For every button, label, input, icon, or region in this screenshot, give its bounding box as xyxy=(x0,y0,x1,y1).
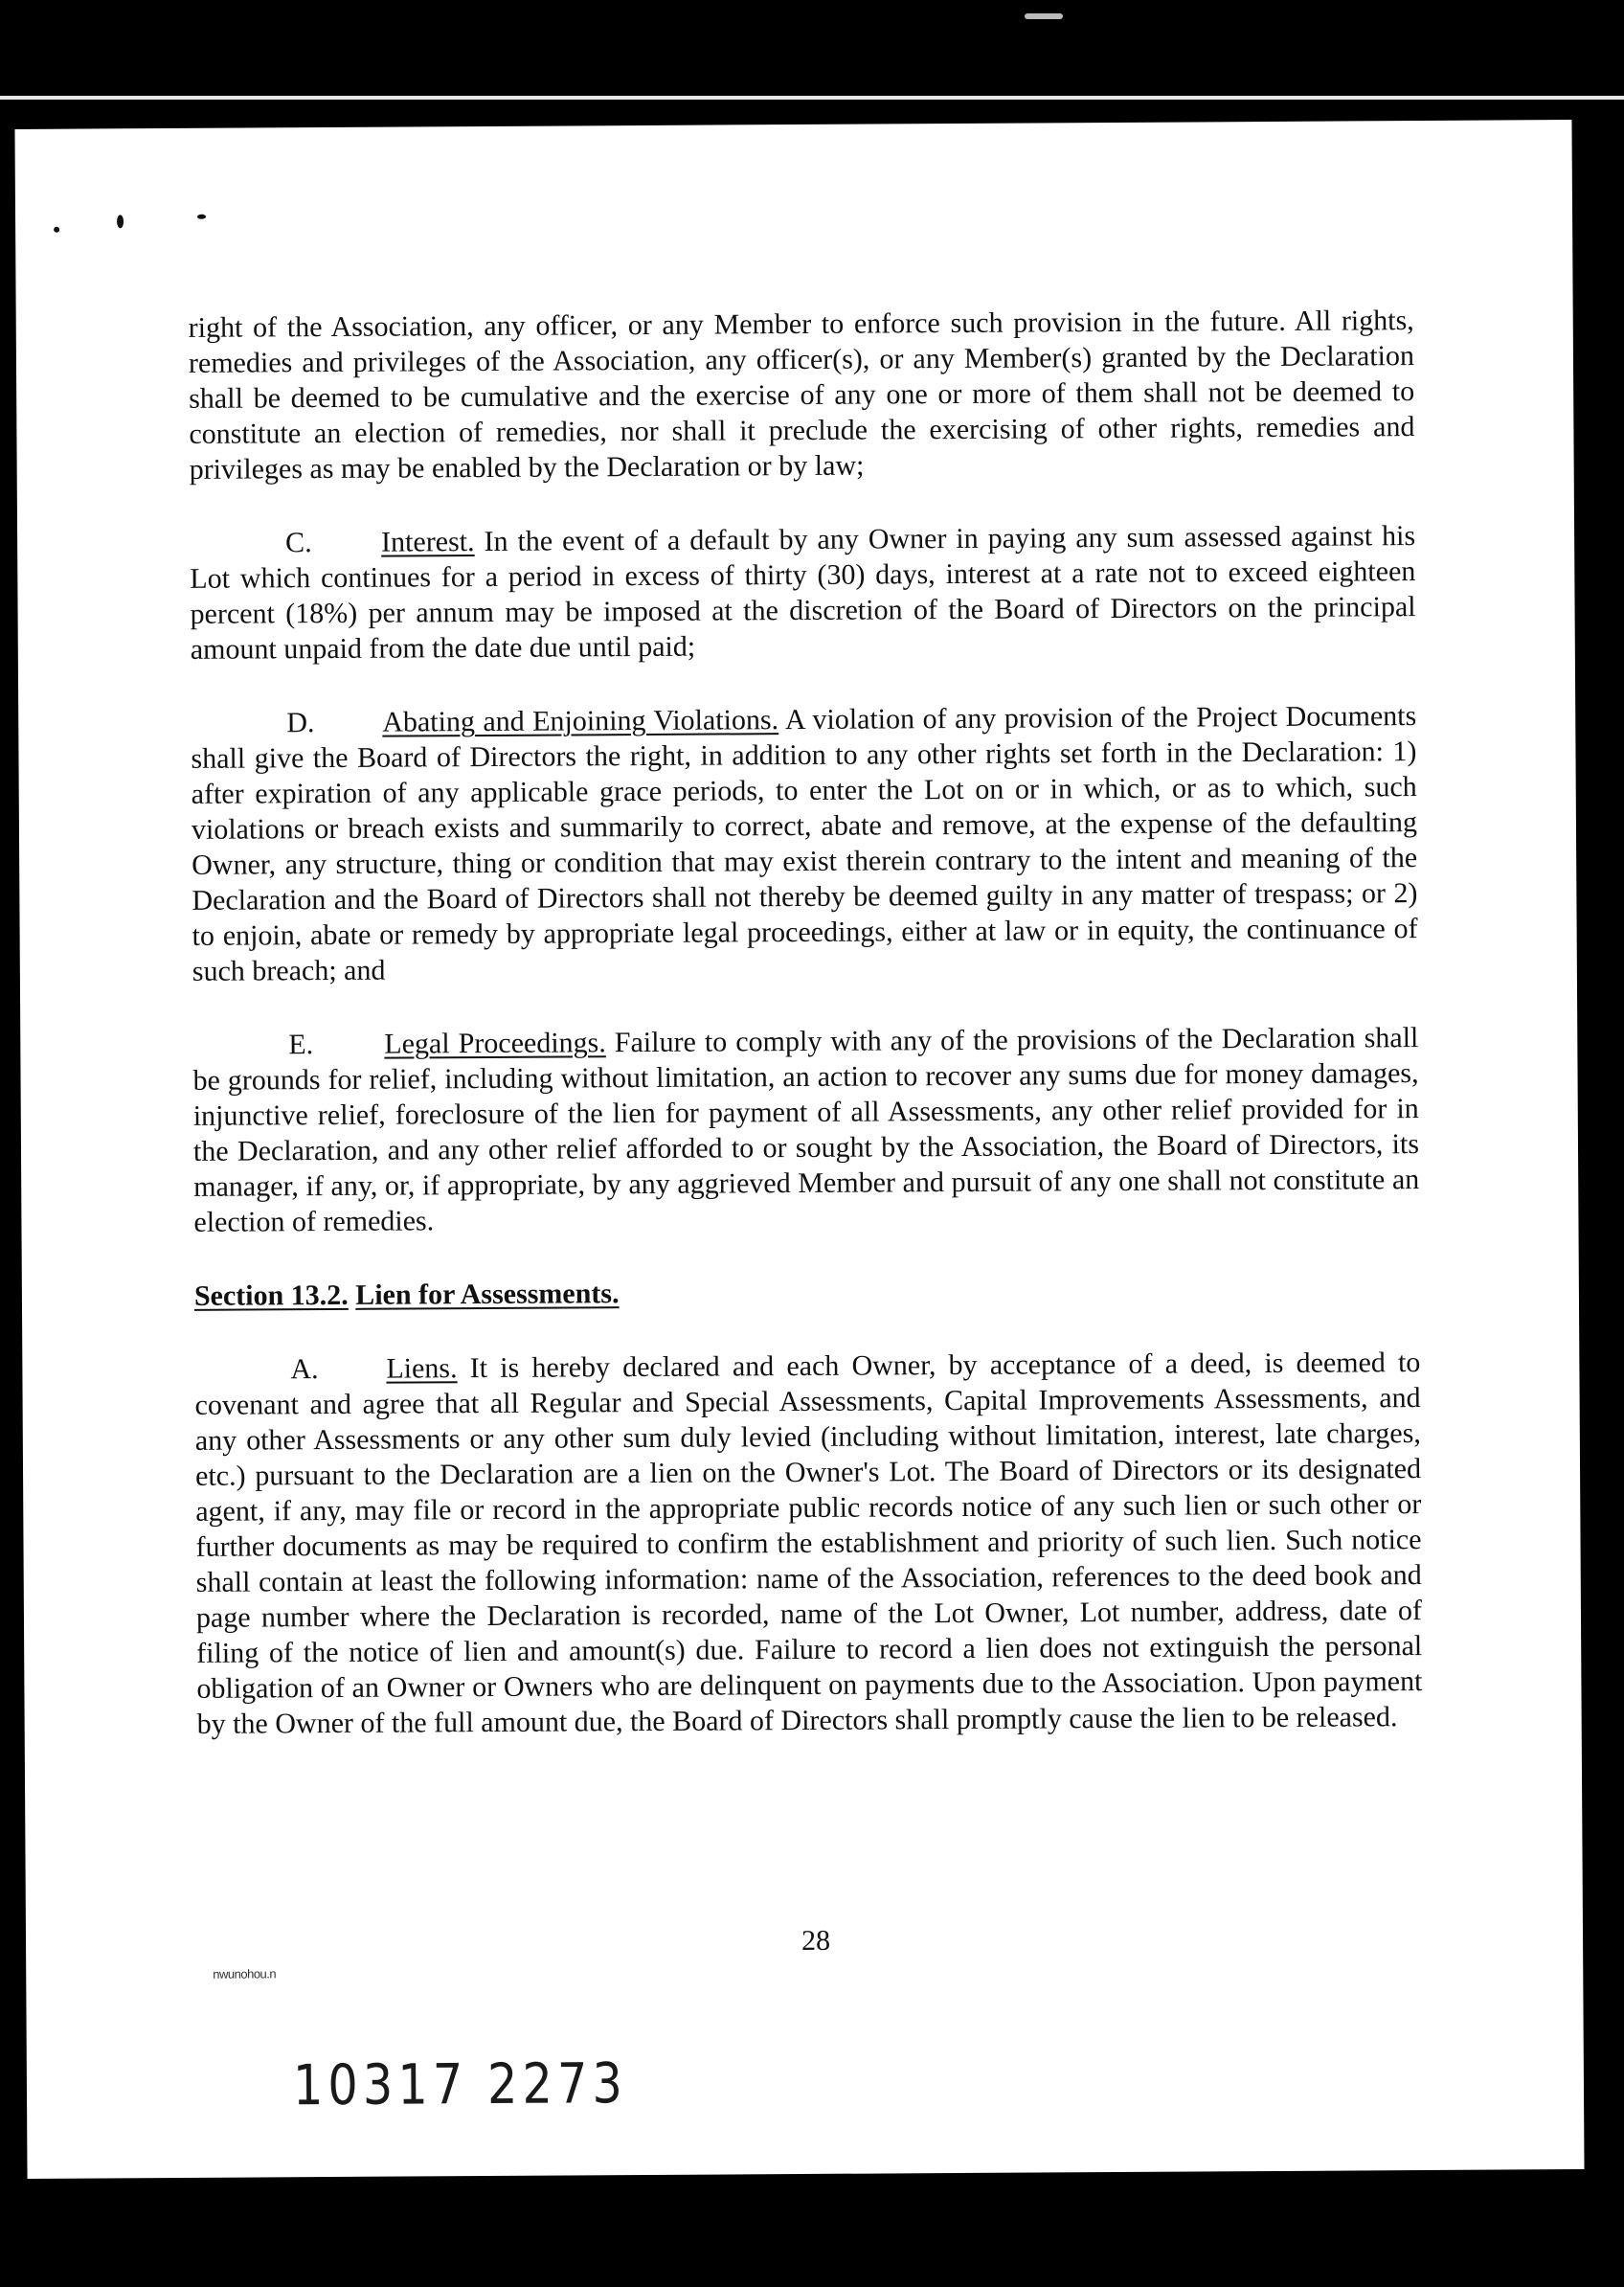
clause-heading: Liens. xyxy=(386,1352,458,1385)
clause-text: In the event of a default by any Owner in paying any sum assessed against his Lot which continues for a period in excess of thirty (30) days, interest at a rate not to exceed eighteen percent (18%) per annum may be imposed at the discretion of the Board of Directors on the principal amount unpaid from the date due until paid; xyxy=(190,520,1416,666)
scan-speck xyxy=(1025,13,1063,19)
opening-paragraph: right of the Association, any officer, or any Member to enforce such provision in the future. All rights, remedies and privileges of the Association, any officer(s), or any Member(s) granted by the Declaration shall be deemed to be cumulative and the exercise of any one or more of them shall not be deemed to constitute an election of remedies, nor shall it preclude the exercising of other rights, remedies and privileges as may be enabled by the Declaration or by law; xyxy=(188,305,1415,486)
section-heading xyxy=(194,1271,1420,1314)
section-title: Lien for Assessments. xyxy=(355,1278,620,1311)
clause-e xyxy=(192,1020,1419,1240)
clause-heading: Legal Proceedings. xyxy=(384,1027,606,1060)
clause-label: E. xyxy=(288,1029,314,1061)
clause-label: C. xyxy=(285,527,312,559)
clause-a xyxy=(194,1345,1422,1742)
clause-heading: Abating and Enjoining Violations. xyxy=(382,704,779,738)
clause-label: A. xyxy=(290,1353,319,1386)
clause-d xyxy=(191,698,1418,989)
clause-text: A violation of any provision of the Project Documents shall give the Board of Directors the right, in addition to any other rights set forth in the Declaration: 1) after expiration of any applicable grace periods, to enter the Lot on or in which, or as to which, such violations or breach exists and summarily to correct, abate and remove, at the expense of the defaulting Owner, any structure, thing or condition that may exist therein contrary to the intent and meaning of the Declaration and the Board of Directors shall not thereby be deemed guilty in any matter of trespass; or 2) to enjoin, abate or remedy by appropriate legal proceedings, either at law or in equity, the continuance of such breach; and xyxy=(191,700,1418,987)
clause-text: It is hereby declared and each Owner, by acceptance of a deed, is deemed to covenant and agree that all Regular and Special Assessments, Capital Improvements Assessments, and any other Assessments or any other sum duly levied (including without limitation, interest, late charges, etc.) pursuant to the Declaration are a lien on the Owner's Lot. The Board of Directors or its designated agent, if any, may file or record in the appropriate public records notice of any such lien or such other or further documents as may be required to confirm the establishment and priority of such lien. Such notice shall contain at least the following information: name of the Association, references to the deed book and page number where the Declaration is recorded, name of the Lot Owner, Lot number, address, date of filing of the notice of lien and amount(s) due. Failure to record a lien does not extinguish the personal obligation of an Owner or Owners who are delinquent on payments due to the Association. Upon payment by the Owner of the full amount due, the Board of Directors shall promptly cause the lien to be released. xyxy=(194,1347,1423,1740)
document-body xyxy=(189,303,1423,1780)
clause-heading: Interest. xyxy=(381,526,475,558)
scan-dot xyxy=(117,215,124,228)
clause-c xyxy=(190,518,1416,668)
bates-stamp-number: 10317 2273 xyxy=(292,2050,628,2118)
page-number: 28 xyxy=(801,1924,831,1958)
document-page xyxy=(14,120,1584,2179)
clause-text: Failure to comply with any of the provisions of the Declaration shall be grounds for relief, including without limitation, an action to recover any sums due for money damages, injunctive relief, foreclosure of the lien for payment of all Assessments, any other relief provided for in the Declaration, and any other relief afforded to or sought by the Association, the Board of Directors, its manager, if any, or, if appropriate, by any aggrieved Member and pursuit of any one shall not constitute an election of remedies. xyxy=(192,1022,1420,1238)
footer-code: nwunohou.n xyxy=(213,1966,277,1981)
scan-dot xyxy=(197,215,206,219)
section-number: Section 13.2. xyxy=(193,1279,349,1312)
scan-dot xyxy=(54,227,59,233)
clause-label: D. xyxy=(286,707,315,739)
scan-edge-line xyxy=(0,96,1624,100)
